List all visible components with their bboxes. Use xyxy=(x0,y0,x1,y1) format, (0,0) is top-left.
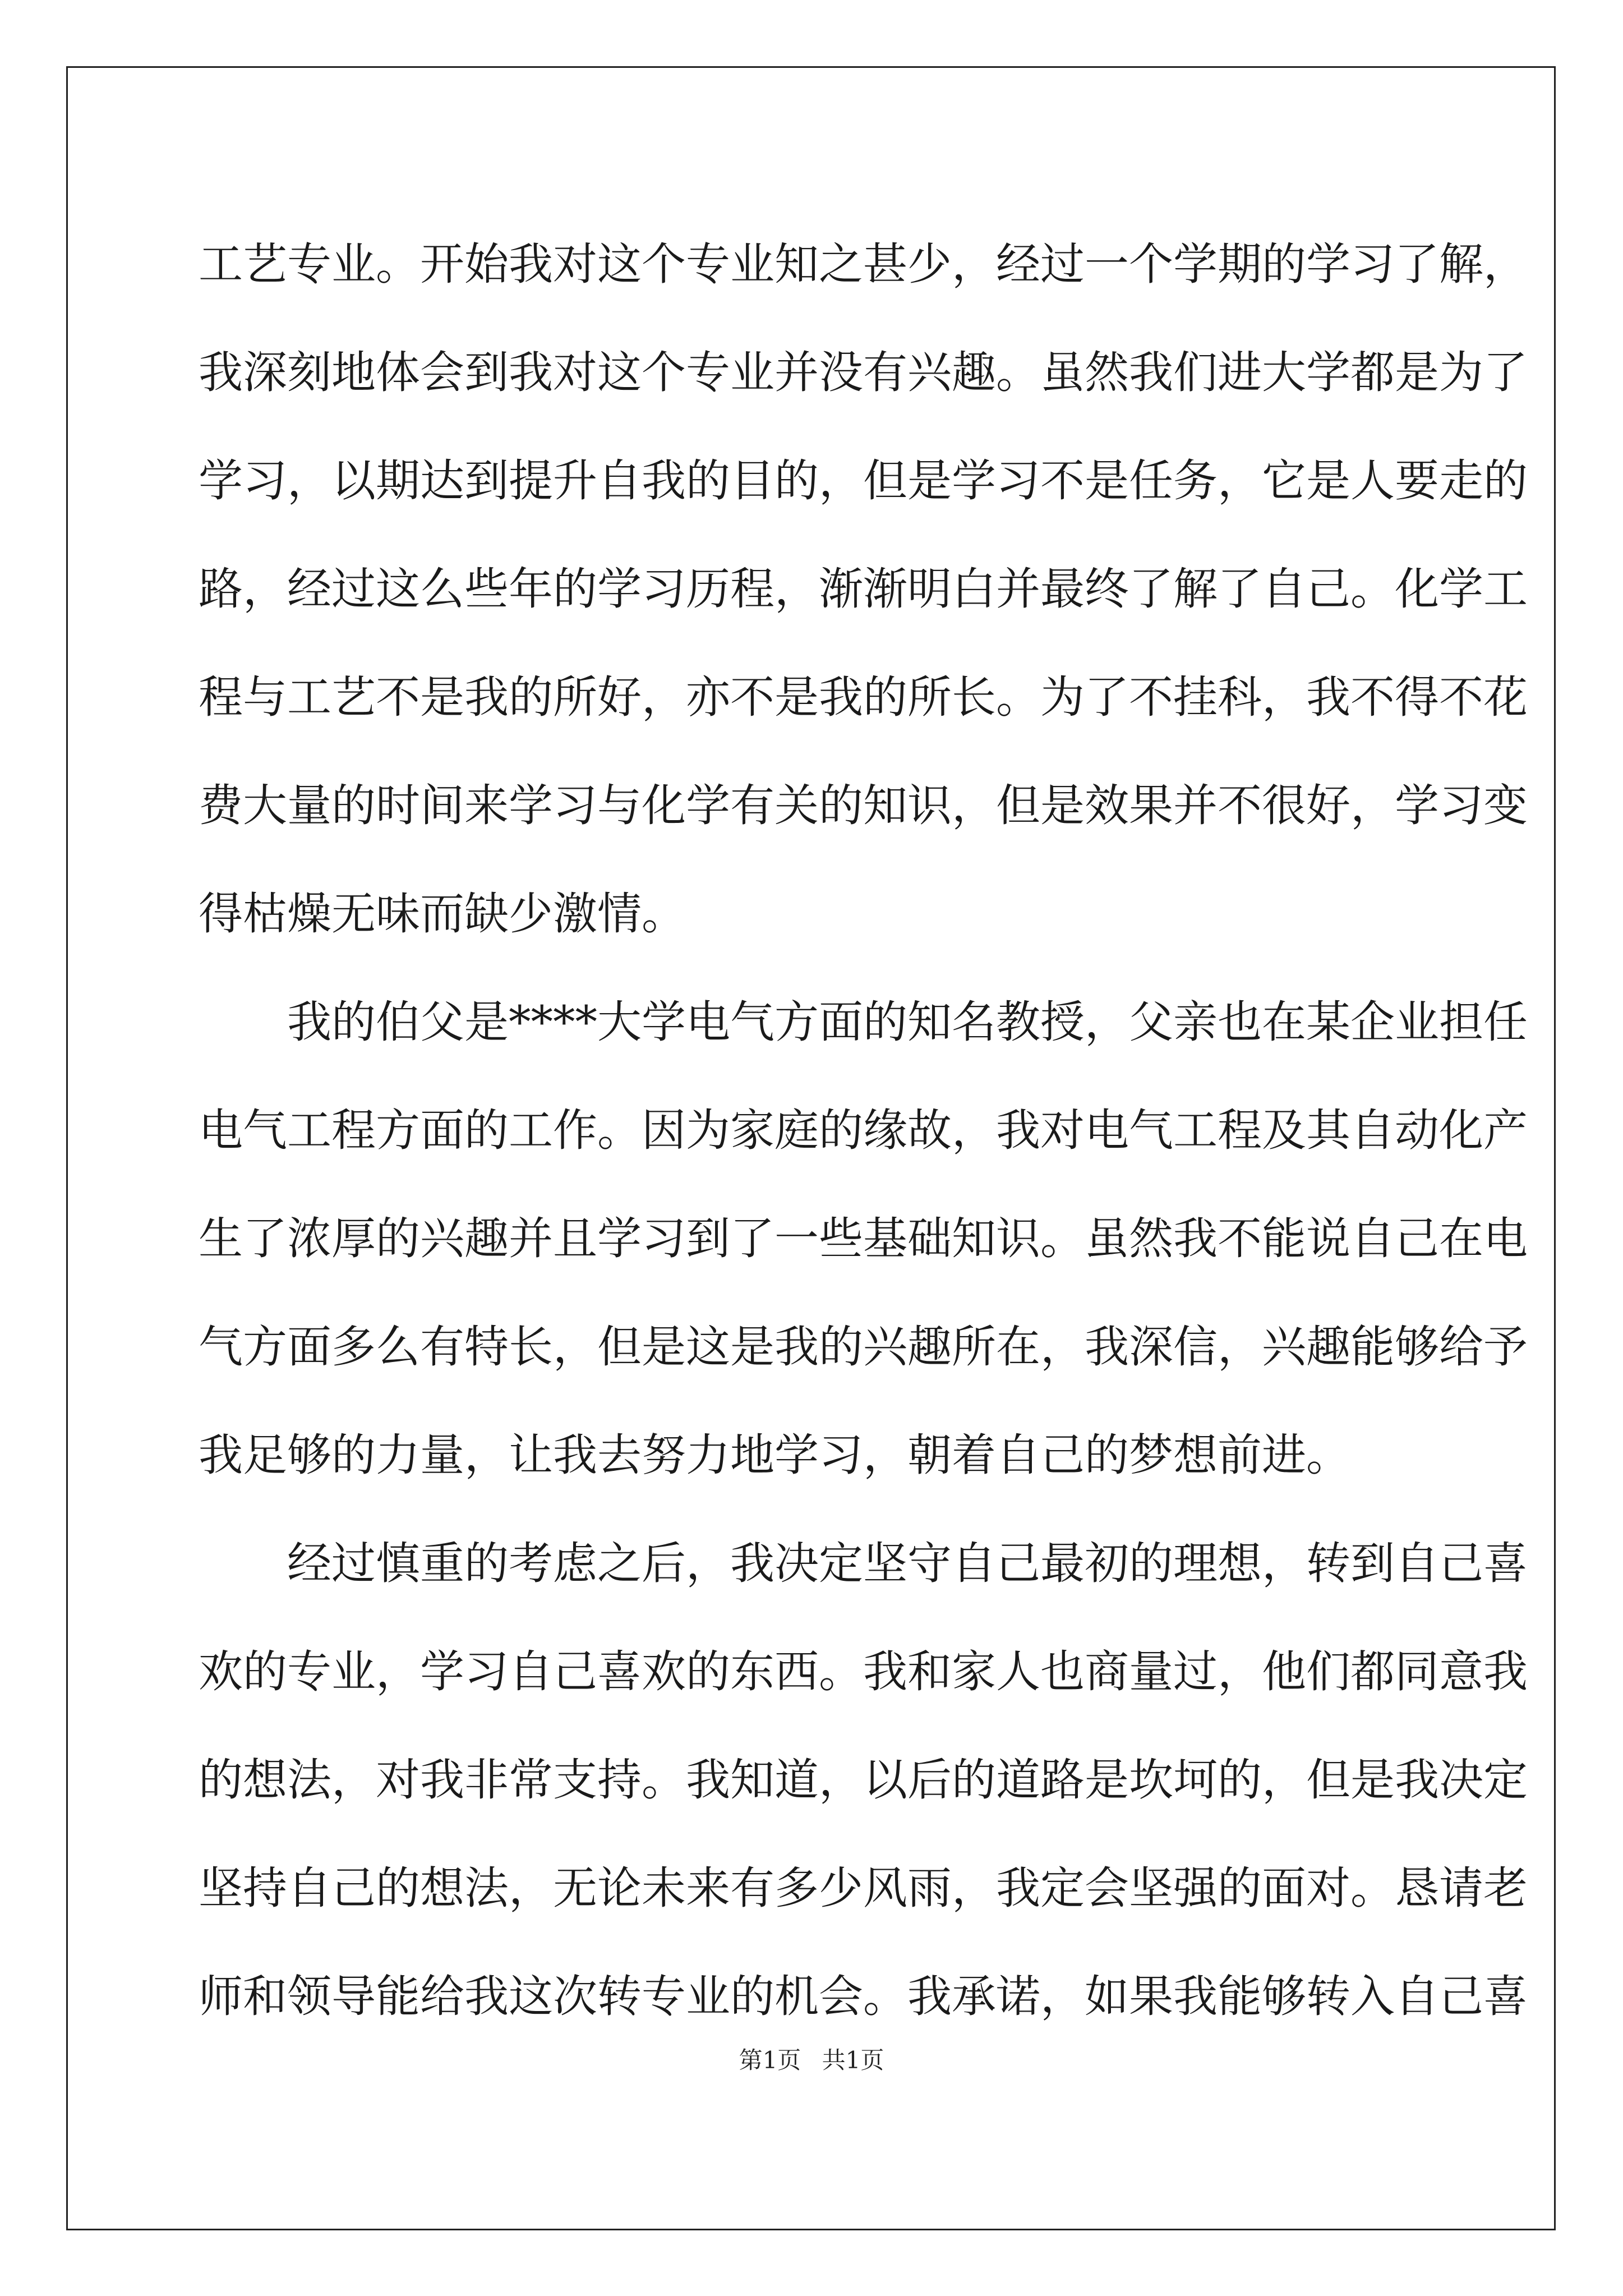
text-line: 的想法，对我非常支持。我知道，以后的道路是坎坷的，但是我决定 xyxy=(199,1754,1528,1806)
page-footer xyxy=(0,2042,1623,2076)
text-line: 工艺专业。开始我对这个专业知之甚少，经过一个学期的学习了解， xyxy=(199,238,1528,290)
document-body xyxy=(199,210,1528,2051)
text-line: 我深刻地体会到我对这个专业并没有兴趣。虽然我们进大学都是为了 xyxy=(199,347,1528,398)
text-line: 程与工艺不是我的所好，亦不是我的所长。为了不挂科，我不得不花 xyxy=(199,671,1528,723)
text-line: 生了浓厚的兴趣并且学习到了一些基础知识。虽然我不能说自己在电 xyxy=(199,1213,1528,1264)
page-number-current: 第1页 xyxy=(739,2046,801,2074)
text-line: 气方面多么有特长，但是这是我的兴趣所在，我深信，兴趣能够给予 xyxy=(199,1321,1528,1373)
text-line: 欢的专业，学习自己喜欢的东西。我和家人也商量过，他们都同意我 xyxy=(199,1646,1528,1697)
text-line: 学习，以期达到提升自我的目的，但是学习不是任务，它是人要走的 xyxy=(199,455,1528,507)
text-line: 路，经过这么些年的学习历程，渐渐明白并最终了解了自己。化学工 xyxy=(199,563,1528,615)
text-line: 费大量的时间来学习与化学有关的知识，但是效果并不很好，学习变 xyxy=(199,780,1528,831)
text-line: 得枯燥无味而缺少激情。 xyxy=(199,888,686,940)
text-line: 经过慎重的考虑之后，我决定坚守自己最初的理想，转到自己喜 xyxy=(287,1538,1528,1589)
text-line: 我足够的力量，让我去努力地学习，朝着自己的梦想前进。 xyxy=(199,1429,1350,1481)
page-number-total: 共1页 xyxy=(822,2046,884,2074)
text-line: 坚持自己的想法，无论未来有多少风雨，我定会坚强的面对。恳请老 xyxy=(199,1862,1528,1914)
text-line: 我的伯父是****大学电气方面的知名教授，父亲也在某企业担任 xyxy=(287,996,1528,1048)
text-line: 电气工程方面的工作。因为家庭的缘故，我对电气工程及其自动化产 xyxy=(199,1105,1528,1156)
text-line: 师和领导能给我这次转专业的机会。我承诺，如果我能够转入自己喜 xyxy=(199,1971,1528,2022)
